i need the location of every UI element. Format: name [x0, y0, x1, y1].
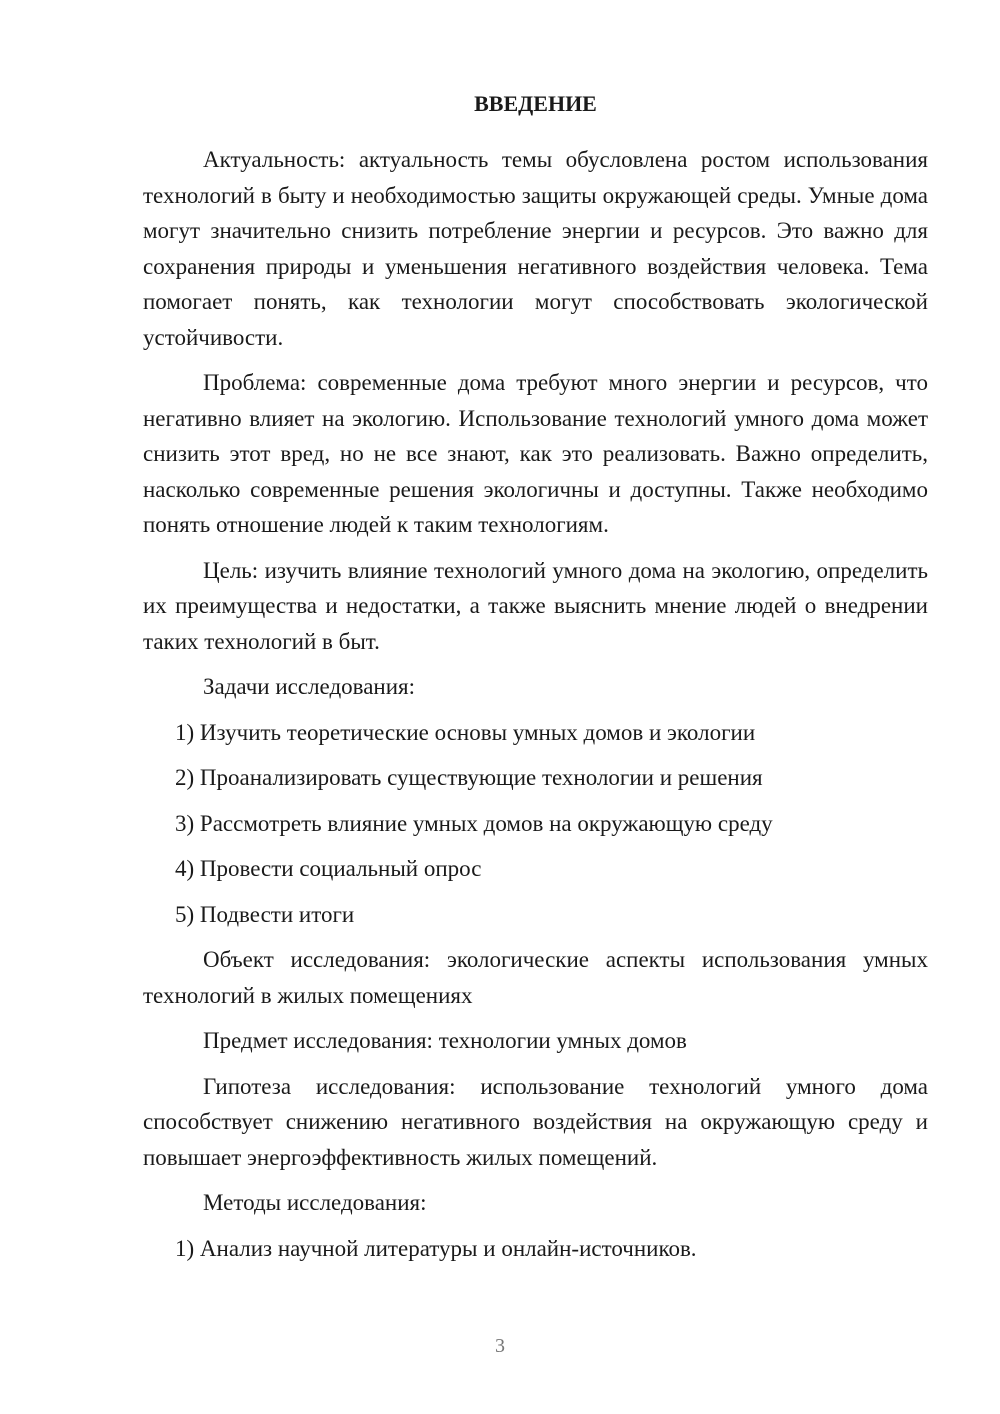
- section-title: ВВЕДЕНИЕ: [474, 91, 597, 116]
- task-item: 3) Рассмотреть влияние умных домов на окружающую среду: [175, 810, 773, 836]
- goal-paragraph: Цель: изучить влияние технологий умного дома на экологию, определить их преимущества и недостатки, а также выяснить мнение людей о внедрении таких технологий в быт.: [143, 557, 928, 654]
- task-item: 2) Проанализировать существующие технологии и решения: [175, 765, 763, 790]
- hypothesis-paragraph: Гипотеза исследования: использование технологий умного дома способствует снижению негативного воздействия на окружающую среду и повышает энергоэффективность жилых помещений.: [143, 1073, 928, 1170]
- subject-paragraph: Предмет исследования: технологии умных домов: [203, 1028, 687, 1053]
- task-item: 4) Провести социальный опрос: [175, 856, 482, 881]
- task-item: 5) Подвести итоги: [175, 901, 355, 927]
- problem-paragraph: Проблема: современные дома требуют много энергии и ресурсов, что негативно влияет на экологию. Использование технологий умного дома может снизить этот вред, но не все знают, как это реализовать. Важно определить, насколько современные решения экологичны и доступны. Также необходимо понять отношение людей к таким технологиям.: [143, 370, 928, 537]
- page-number: 3: [495, 1335, 505, 1357]
- task-item: 1) Изучить теоретические основы умных домов и экологии: [175, 719, 756, 745]
- tasks-heading: Задачи исследования:: [203, 674, 416, 699]
- methods-heading: Методы исследования:: [203, 1190, 427, 1215]
- page-content: [143, 90, 928, 1276]
- object-paragraph: Объект исследования: экологические аспекты использования умных технологий в жилых помещениях: [143, 947, 928, 1008]
- method-item: 1) Анализ научной литературы и онлайн-источников.: [175, 1235, 697, 1261]
- relevance-paragraph: Актуальность: актуальность темы обусловлена ростом использования технологий в быту и необходимостью защиты окружающей среды. Умные дома могут значительно снизить потребление энергии и ресурсов. Это важно для сохранения природы и уменьшения негативного воздействия человека. Тема помогает понять, как технологии могут способствовать экологической устойчивости.: [143, 147, 928, 350]
